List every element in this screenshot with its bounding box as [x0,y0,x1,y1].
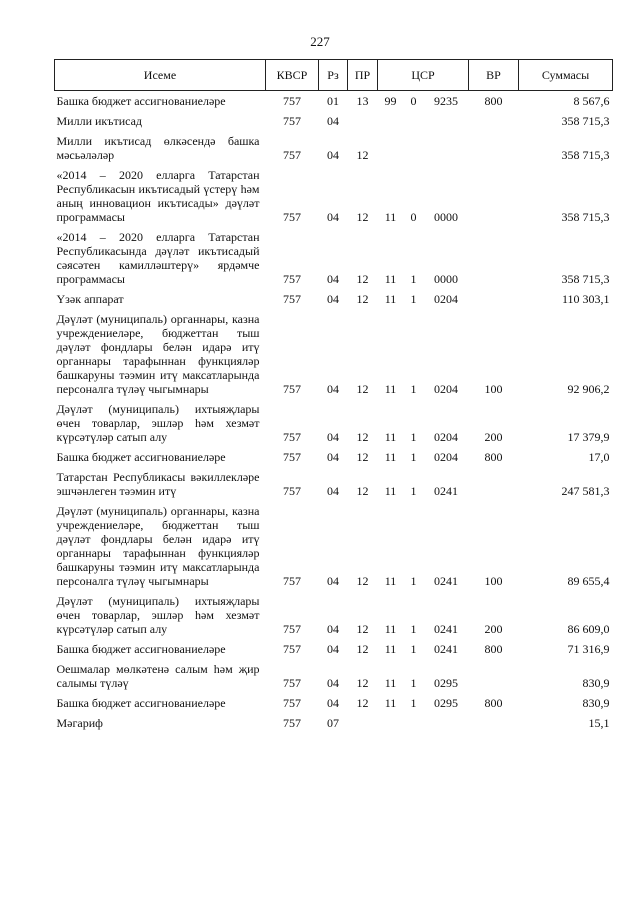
cell-csr-direction: 0000 [434,210,458,224]
cell-csr-subprogram: 0 [410,210,417,224]
cell-csr-program: 11 [384,642,397,656]
cell-csr-program: 99 [384,94,397,108]
table-row [55,690,613,710]
cell-vr: 800 [484,94,503,108]
cell-csr-direction: 0241 [434,622,458,636]
cell-csr-subprogram: 1 [410,574,417,588]
header-name: Исеме [55,60,266,91]
header-sum: Суммасы [519,60,613,91]
cell-name: Башка бюджет ассигнованиеләре [56,696,226,710]
cell-vr: 200 [484,430,503,444]
cell-sum: 15,1 [588,716,610,730]
cell-name: Дәүләт (муниципаль) ихтыяҗлары өчен товарлар, эшләр һәм хезмәт күрсәтүләр сатып алу [56,594,260,636]
cell-vr: 800 [484,450,503,464]
cell-csr-direction: 0241 [434,574,458,588]
header-pr: ПР [348,60,378,91]
cell-rz: 04 [327,148,339,162]
cell-name: Дәүләт (муниципаль) ихтыяҗлары өчен товарлар, эшләр һәм хезмәт күрсәтүләр сатып алу [56,402,260,444]
cell-csr-direction: 0295 [434,696,458,710]
cell-csr-program: 11 [384,450,397,464]
page-number: 227 [310,34,330,49]
cell-csr-program: 11 [384,210,397,224]
cell-sum: 830,9 [582,696,610,710]
cell-rz: 04 [327,430,339,444]
cell-name: Милли икътисад [56,114,143,128]
cell-kvsr: 757 [283,94,301,108]
cell-sum: 71 316,9 [567,642,610,656]
table-row [55,396,613,444]
cell-kvsr: 757 [283,450,301,464]
cell-csr-program: 11 [384,622,397,636]
table-row [55,128,613,162]
cell-kvsr: 757 [283,676,301,690]
cell-kvsr: 757 [283,642,301,656]
cell-pr: 12 [356,272,369,286]
cell-csr-subprogram: 1 [410,622,417,636]
cell-pr: 12 [356,430,369,444]
cell-name: Башка бюджет ассигнованиеләре [56,94,226,108]
cell-csr-subprogram: 1 [410,484,417,498]
cell-csr-subprogram: 1 [410,382,417,396]
cell-csr-program [378,108,404,128]
table-row [55,498,613,588]
cell-kvsr: 757 [283,210,301,224]
cell-pr: 12 [356,642,369,656]
table-row [55,91,613,109]
cell-pr [348,108,378,128]
cell-name: Дәүләт (муниципаль) органнары, казна учреждениеләре, бюджеттан тыш дәүләт фондлары белән идарә итү органнары тарафыннан функцияләр башкаруны тәэмин итү максатларында персоналга түләү чыгымнары [56,504,260,588]
table-row [55,444,613,464]
cell-sum: 358 715,3 [561,114,610,128]
cell-rz: 04 [327,114,339,128]
cell-name: Татарстан Республикасы вәкиллекләре эшчәнлеген тәэмин итү [56,470,260,498]
cell-csr-program: 11 [384,676,397,690]
cell-kvsr: 757 [283,382,301,396]
cell-csr-direction: 9235 [434,94,458,108]
cell-csr-direction [424,128,469,162]
header-kvsr: КВСР [266,60,319,91]
cell-rz: 04 [327,574,339,588]
cell-csr-direction: 0241 [434,642,458,656]
header-vr: ВР [469,60,519,91]
cell-pr: 12 [356,484,369,498]
cell-pr: 12 [356,382,369,396]
cell-pr: 12 [356,622,369,636]
cell-sum: 92 906,2 [567,382,610,396]
cell-kvsr: 757 [283,292,301,306]
cell-sum: 830,9 [582,676,610,690]
cell-rz: 04 [327,382,339,396]
cell-kvsr: 757 [283,622,301,636]
cell-rz: 04 [327,642,339,656]
cell-csr-subprogram [404,710,424,730]
header-csr: ЦСР [378,60,469,91]
cell-csr-direction: 0000 [434,272,458,286]
cell-csr-subprogram: 1 [410,696,417,710]
cell-rz: 07 [327,716,339,730]
cell-kvsr: 757 [283,484,301,498]
cell-vr [469,286,519,306]
cell-csr-program: 11 [384,574,397,588]
cell-sum: 247 581,3 [561,484,610,498]
cell-pr: 13 [356,94,369,108]
cell-kvsr: 757 [283,696,301,710]
table-row [55,224,613,286]
cell-name: «2014 – 2020 елларга Татарстан Республикасын икътисадый үстерү һәм аның инновацион икътисады» дәүләт программасы [56,168,260,224]
table-row [55,464,613,498]
cell-csr-program: 11 [384,382,397,396]
cell-csr-direction: 0204 [434,450,458,464]
cell-vr [469,224,519,286]
cell-rz: 04 [327,484,339,498]
cell-kvsr: 757 [283,716,301,730]
cell-csr-program: 11 [384,272,397,286]
cell-sum: 358 715,3 [561,210,610,224]
cell-csr-program [378,710,404,730]
table-row [55,656,613,690]
cell-sum: 86 609,0 [567,622,610,636]
cell-sum: 8 567,6 [573,94,610,108]
cell-vr: 100 [484,574,503,588]
cell-pr: 12 [356,450,369,464]
cell-name: Башка бюджет ассигнованиеләре [56,450,226,464]
cell-csr-direction: 0241 [434,484,458,498]
cell-rz: 04 [327,210,339,224]
cell-vr [469,128,519,162]
cell-kvsr: 757 [283,430,301,444]
table-row [55,710,613,730]
cell-rz: 04 [327,450,339,464]
cell-kvsr: 757 [283,148,301,162]
cell-csr-subprogram: 1 [410,642,417,656]
cell-pr: 12 [356,292,369,306]
cell-sum: 358 715,3 [561,272,610,286]
cell-vr [469,108,519,128]
cell-kvsr: 757 [283,272,301,286]
cell-vr [469,656,519,690]
table-row [55,108,613,128]
cell-csr-subprogram [404,128,424,162]
cell-rz: 04 [327,272,339,286]
cell-csr-direction: 0295 [434,676,458,690]
cell-kvsr: 757 [283,114,301,128]
header-rz: Рз [319,60,348,91]
cell-pr: 12 [356,676,369,690]
cell-sum: 17 379,9 [567,430,610,444]
cell-rz: 04 [327,676,339,690]
table-row [55,588,613,636]
cell-pr: 12 [356,148,369,162]
table-row [55,286,613,306]
cell-rz: 04 [327,622,339,636]
cell-csr-program [378,128,404,162]
cell-name: «2014 – 2020 елларга Татарстан Республикасында дәүләт икътисадый сәясәтен камилләштерү» ярдәмче программасы [56,230,260,286]
cell-sum: 89 655,4 [567,574,610,588]
cell-pr: 12 [356,210,369,224]
table-row [55,306,613,396]
cell-csr-subprogram [404,108,424,128]
cell-csr-subprogram: 1 [410,272,417,286]
cell-name: Үзәк аппарат [56,292,124,306]
budget-table [54,59,613,730]
cell-pr [348,710,378,730]
cell-csr-subprogram: 0 [410,94,417,108]
cell-vr [469,710,519,730]
cell-name: Башка бюджет ассигнованиеләре [56,642,226,656]
cell-csr-program: 11 [384,292,397,306]
cell-rz: 01 [327,94,339,108]
cell-sum: 358 715,3 [561,148,610,162]
cell-csr-subprogram: 1 [410,676,417,690]
cell-pr: 12 [356,696,369,710]
cell-csr-subprogram: 1 [410,430,417,444]
table-row [55,636,613,656]
cell-csr-program: 11 [384,696,397,710]
cell-name: Дәүләт (муниципаль) органнары, казна учреждениеләре, бюджеттан тыш дәүләт фондлары белән идарә итү органнары тарафыннан функцияләр башкаруны тәэмин итү максатларында персоналга түләү чыгымнары [56,312,260,396]
cell-kvsr: 757 [283,574,301,588]
cell-vr [469,162,519,224]
cell-vr: 200 [484,622,503,636]
cell-rz: 04 [327,696,339,710]
cell-sum: 110 303,1 [561,292,610,306]
cell-csr-direction [424,108,469,128]
table-row [55,162,613,224]
cell-csr-direction: 0204 [434,430,458,444]
cell-vr: 100 [484,382,503,396]
table-header [55,60,613,91]
cell-csr-subprogram: 1 [410,292,417,306]
cell-csr-direction [424,710,469,730]
cell-pr: 12 [356,574,369,588]
cell-csr-subprogram: 1 [410,450,417,464]
cell-csr-program: 11 [384,430,397,444]
cell-csr-program: 11 [384,484,397,498]
cell-vr: 800 [484,642,503,656]
cell-vr: 800 [484,696,503,710]
cell-name: Оешмалар мөлкәтенә салым һәм җир салымы түләү [56,662,260,690]
cell-rz: 04 [327,292,339,306]
table-body [55,91,613,731]
cell-name: Мәгариф [56,716,103,730]
cell-vr [469,464,519,498]
cell-csr-direction: 0204 [434,292,458,306]
cell-sum: 17,0 [588,450,610,464]
cell-name: Милли икътисад өлкәсендә башка мәсьәләләр [56,134,260,162]
cell-csr-direction: 0204 [434,382,458,396]
